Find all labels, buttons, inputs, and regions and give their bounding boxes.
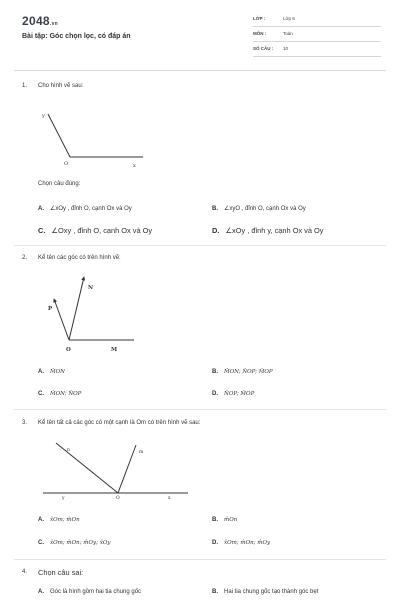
option-b[interactable]: B. Hai tia chung gốc tạo thành góc bẹt — [212, 589, 319, 595]
question-number: 1. — [22, 83, 28, 89]
option-b[interactable]: B. m̂On — [212, 517, 238, 523]
option-a[interactable]: A. M̂ON — [38, 369, 65, 375]
label-x: x — [168, 496, 171, 501]
page-title: Bài tập: Góc chọn lọc, có đáp án — [22, 33, 131, 40]
page-header — [0, 0, 400, 68]
option-a[interactable]: A. ∠xOy , đỉnh O, cạnh Ox và Oy — [38, 206, 132, 212]
label-y: y — [42, 113, 45, 119]
question-number: 4. — [22, 569, 28, 575]
meta-value: 10 — [283, 46, 289, 51]
meta-count — [253, 44, 381, 57]
option-b[interactable]: B. ∠xyO , đỉnh O, cạnh Ox và Oy — [212, 206, 306, 212]
option-d[interactable]: D. ∠xOy , đỉnh y, cạnh Ox và Oy — [212, 226, 324, 235]
option-c[interactable]: C. x̂Om; m̂On; m̂Oy; x̂Oy — [38, 540, 111, 546]
label-x: x — [133, 163, 136, 169]
label-m: M — [111, 347, 118, 353]
angle-figure-2 — [40, 270, 150, 360]
question-text: Chọn câu sai: — [38, 568, 84, 577]
option-d[interactable]: D. x̂Om; m̂On; m̂Oy — [212, 540, 271, 546]
site-logo[interactable]: 2048.vn — [22, 14, 59, 28]
question-number: 3. — [22, 420, 28, 426]
label-p: P — [48, 306, 53, 312]
label-y: y — [62, 496, 65, 501]
option-c[interactable]: C. ∠Oxy , đỉnh O, cạnh Ox và Oy — [38, 226, 153, 235]
option-a[interactable]: A. x̂Om; m̂On — [38, 517, 80, 523]
meta-value: Lớp 6 — [283, 16, 295, 21]
label-o: O — [64, 161, 69, 167]
question-text: Kể tên các góc có trên hình vẽ: — [38, 255, 121, 261]
meta-subject — [253, 29, 381, 42]
question-text: Kể tên tất cả các góc có một cạnh là Om có trên hình vẽ sau: — [38, 420, 201, 426]
angle-figure-3 — [40, 440, 200, 505]
meta-class — [253, 14, 381, 27]
question-prompt: Chọn câu đúng: — [38, 181, 81, 187]
question-divider — [14, 409, 386, 410]
option-d[interactable]: D. N̂OP; M̂OP — [212, 391, 255, 397]
header-divider — [14, 70, 386, 71]
option-a[interactable]: A. Góc là hình gồm hai tia chung gốc — [38, 589, 142, 595]
meta-key: SỐ CÂU : — [253, 46, 274, 51]
option-b[interactable]: B. M̂ON; N̂OP; M̂OP — [212, 369, 273, 375]
label-o: O — [116, 496, 120, 501]
label-o: O — [66, 347, 71, 353]
question-number: 2. — [22, 255, 28, 261]
question-text: Cho hình vẽ sau: — [38, 83, 84, 89]
meta-value: Toán — [283, 31, 293, 36]
option-c[interactable]: C. M̂ON; N̂OP — [38, 391, 82, 397]
label-m: m — [139, 450, 144, 455]
label-n: N — [88, 285, 94, 291]
meta-key: MÔN : — [253, 31, 267, 36]
angle-figure-1 — [40, 100, 160, 175]
label-n: n — [67, 448, 70, 453]
meta-key: LỚP : — [253, 16, 266, 21]
question-divider — [14, 245, 386, 246]
question-divider — [14, 559, 386, 560]
